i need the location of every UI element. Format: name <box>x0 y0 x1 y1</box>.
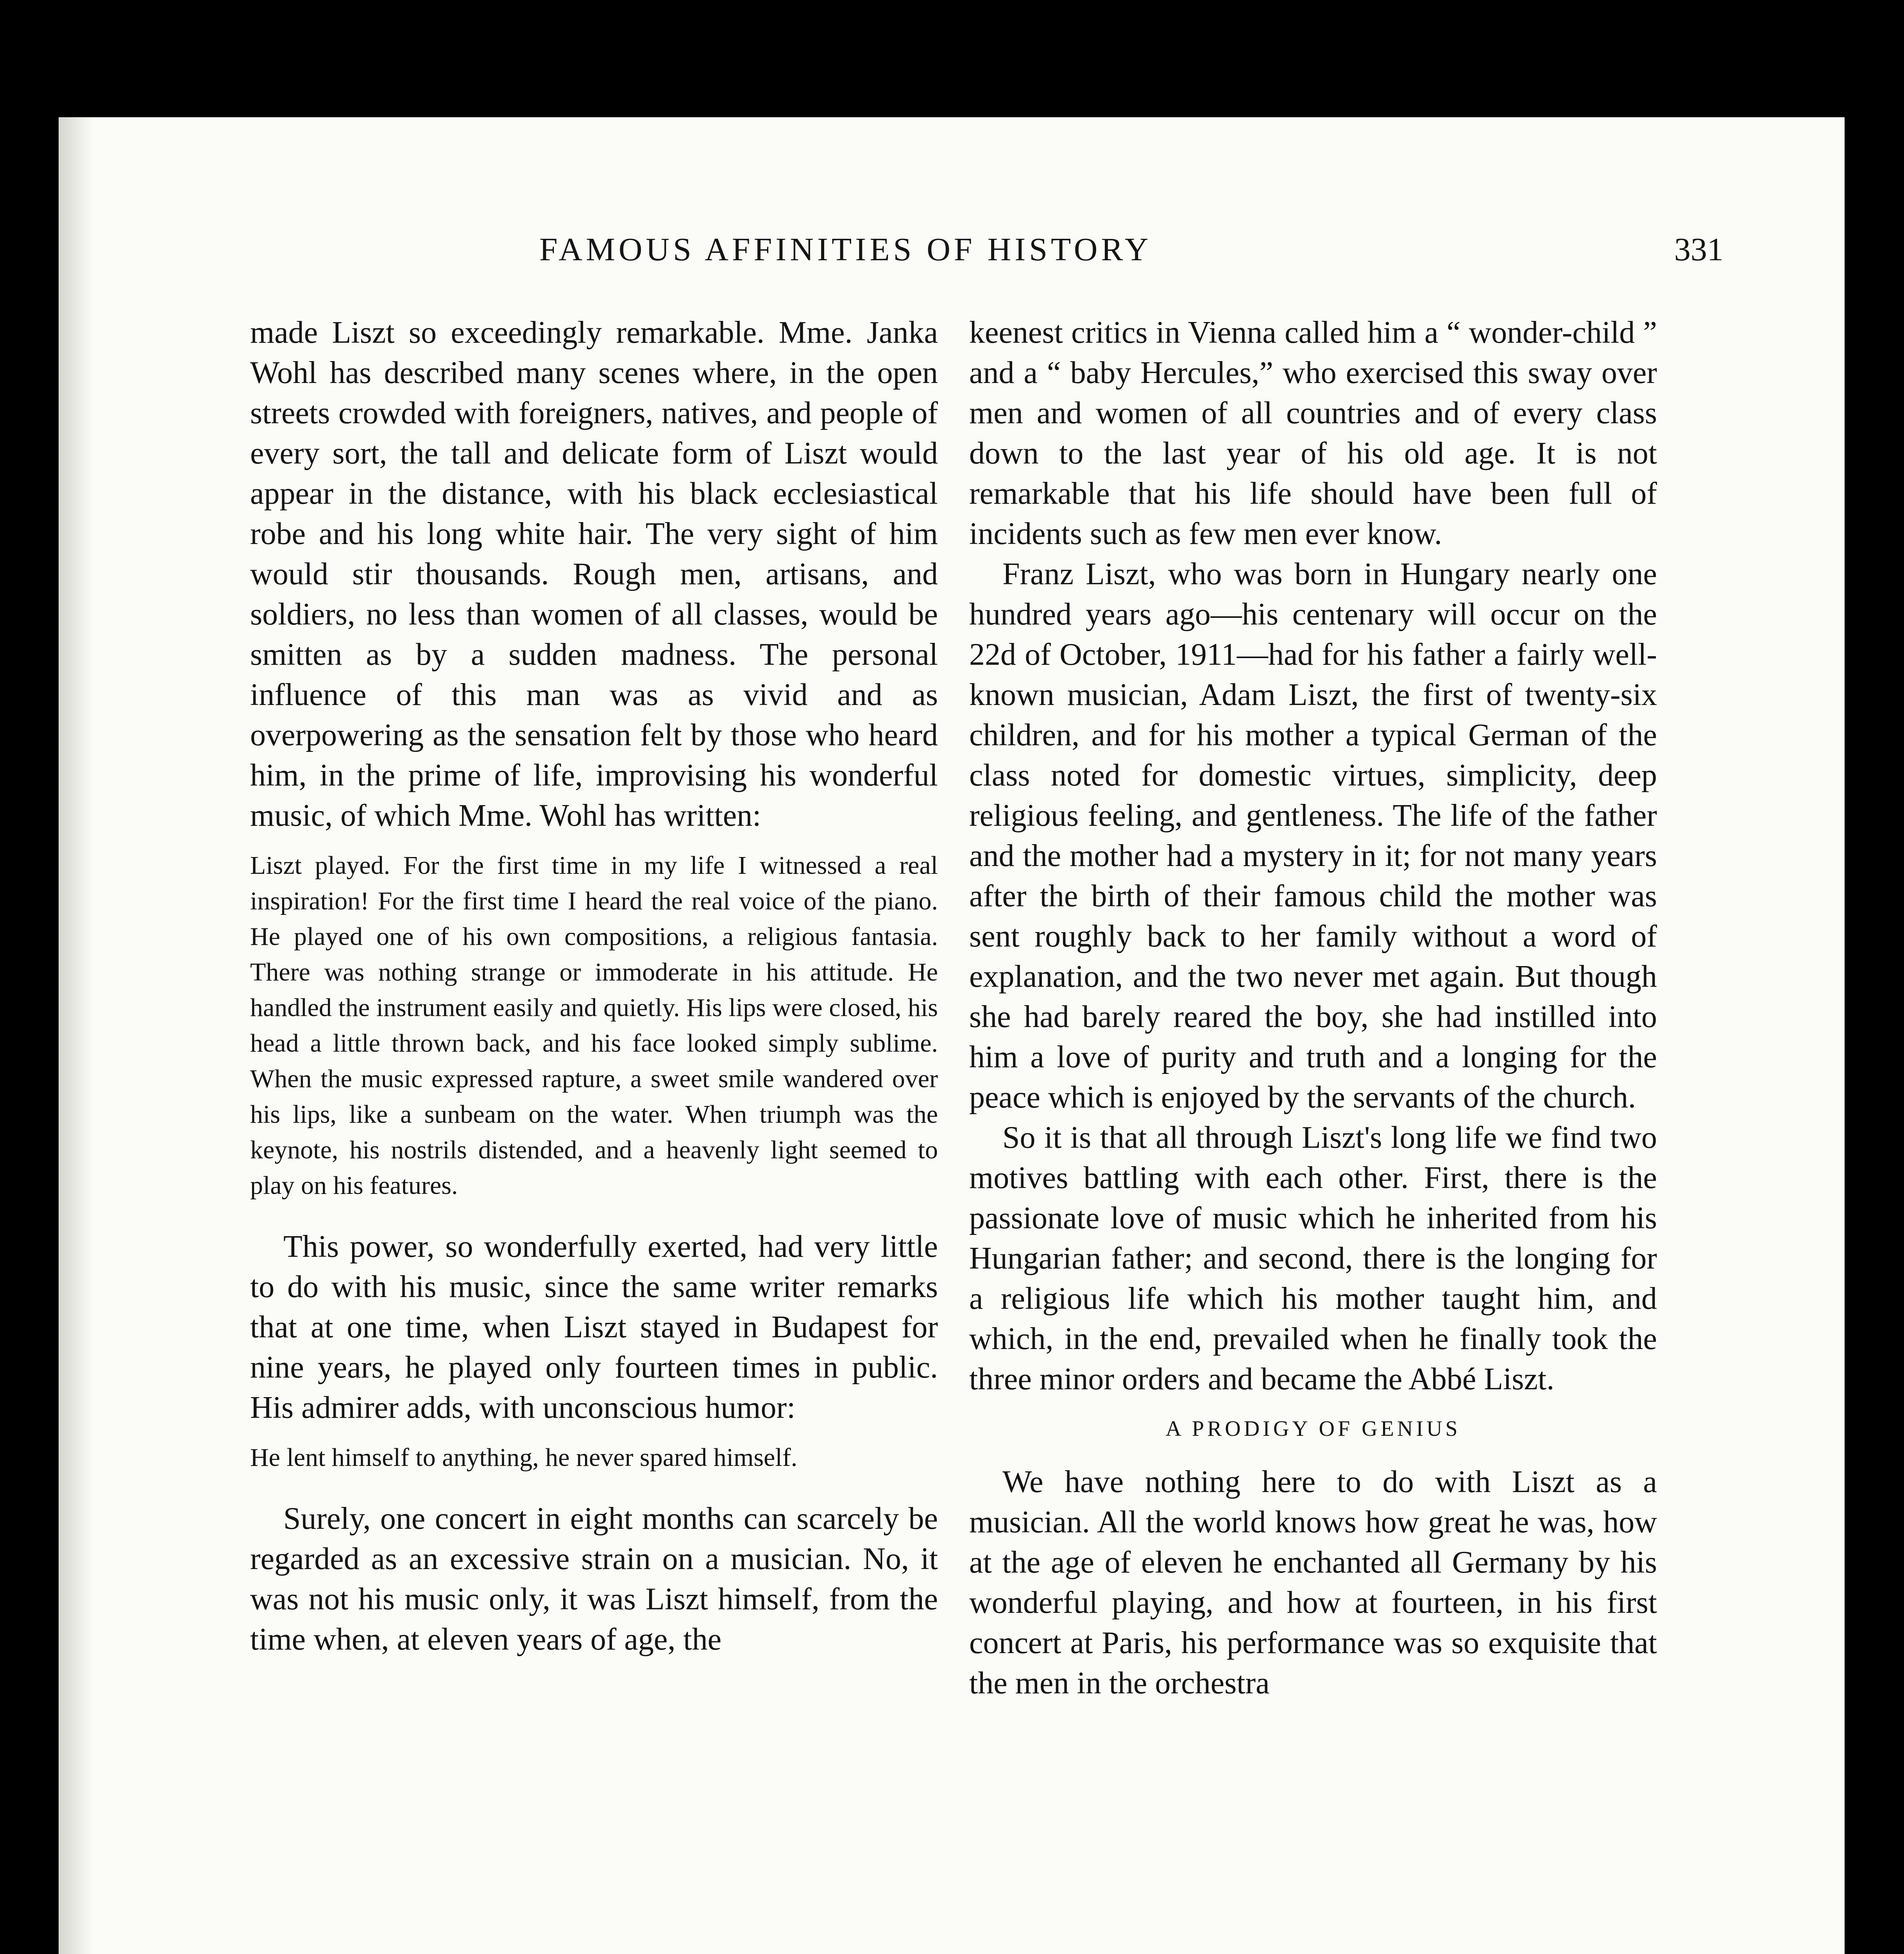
body-paragraph: Surely, one concert in eight months can scarcely be regarded as an excessive strain on a musician. No, it was not his music only, it was Liszt himself, from the time when, at eleven years of age, the <box>250 1501 938 1657</box>
block-quote: He lent himself to anything, he never spared himself. <box>250 1443 798 1472</box>
body-paragraph: made Liszt so exceedingly remarkable. Mme. Janka Wohl has described many scenes where, in the open streets crowded with foreigners, natives, and people of every sort, the tall and delicate form of Liszt would appear in the distance, with his black ecclesiastical robe and his long white hair. The very sight of him would stir thousands. Rough men, artisans, and soldiers, no less than women of all classes, would be smitten as by a sudden madness. The personal influence of this man was as vivid and as overpowering as the sensation felt by those who heard him, in the prime of life, improvising his wonderful music, of which Mme. Wohl has written: <box>250 315 938 833</box>
magazine-page <box>59 117 1845 1954</box>
running-title: FAMOUS AFFINITIES OF HISTORY <box>539 231 1152 268</box>
page-number: 331 <box>1674 231 1723 268</box>
section-subheading: A PRODIGY OF GENIUS <box>1165 1417 1461 1441</box>
body-paragraph: keenest critics in Vienna called him a “ wonder-child ” and a “ baby Hercules,” who exercised this sway over men and women of all countries and of every class down to the last year of his old age. It is not remarkable that his life should have been full of incidents such as few men ever know. <box>969 315 1657 551</box>
block-quote: Liszt played. For the first time in my life I witnessed a real inspiration! For the first time I heard the real voice of the piano. He played one of his own compositions, a religious fantasia. There was nothing strange or immoderate in his attitude. He handled the instrument easily and quietly. His lips were closed, his head a little thrown back, and his face looked simply sublime. When the music expressed rapture, a sweet smile wandered over his lips, like a sunbeam on the water. When triumph was the keynote, his nostrils distended, and a heavenly light seemed to play on his features. <box>250 851 938 1200</box>
page-gutter-shadow <box>59 117 94 1954</box>
left-column <box>250 313 938 1660</box>
body-paragraph: So it is that all through Liszt's long life we find two motives battling with each other. First, there is the passionate love of music which he inherited from his Hungarian father; and second, there is the longing for a religious life which his mother taught him, and which, in the end, prevailed when he finally took the three minor orders and became the Abbé Liszt. <box>969 1120 1657 1396</box>
body-paragraph: Franz Liszt, who was born in Hungary nearly one hundred years ago—his centenary will occur on the 22d of October, 1911—had for his father a fairly well-known musician, Adam Liszt, the first of twenty-six children, and for his mother a typical German of the class noted for domestic virtues, simplicity, deep religious feeling, and gentleness. The life of the father and the mother had a mystery in it; for not many years after the birth of their famous child the mother was sent roughly back to her family without a word of explanation, and the two never met again. But though she had barely reared the boy, she had instilled into him a love of purity and truth and a longing for the peace which is enjoyed by the servants of the church. <box>969 557 1657 1115</box>
body-paragraph: This power, so wonderfully exerted, had very little to do with his music, since the same writer remarks that at one time, when Liszt stayed in Budapest for nine years, he played only fourteen times in public. His admirer adds, with unconscious humor: <box>250 1229 938 1425</box>
body-paragraph: We have nothing here to do with Liszt as a musician. All the world knows how great he was, how at the age of eleven he enchanted all Germany by his wonderful playing, and how at fourteen, in his first concert at Paris, his performance was so exquisite that the men in the orchestra <box>969 1465 1657 1700</box>
right-column <box>969 313 1657 1703</box>
page-header <box>250 231 1723 281</box>
